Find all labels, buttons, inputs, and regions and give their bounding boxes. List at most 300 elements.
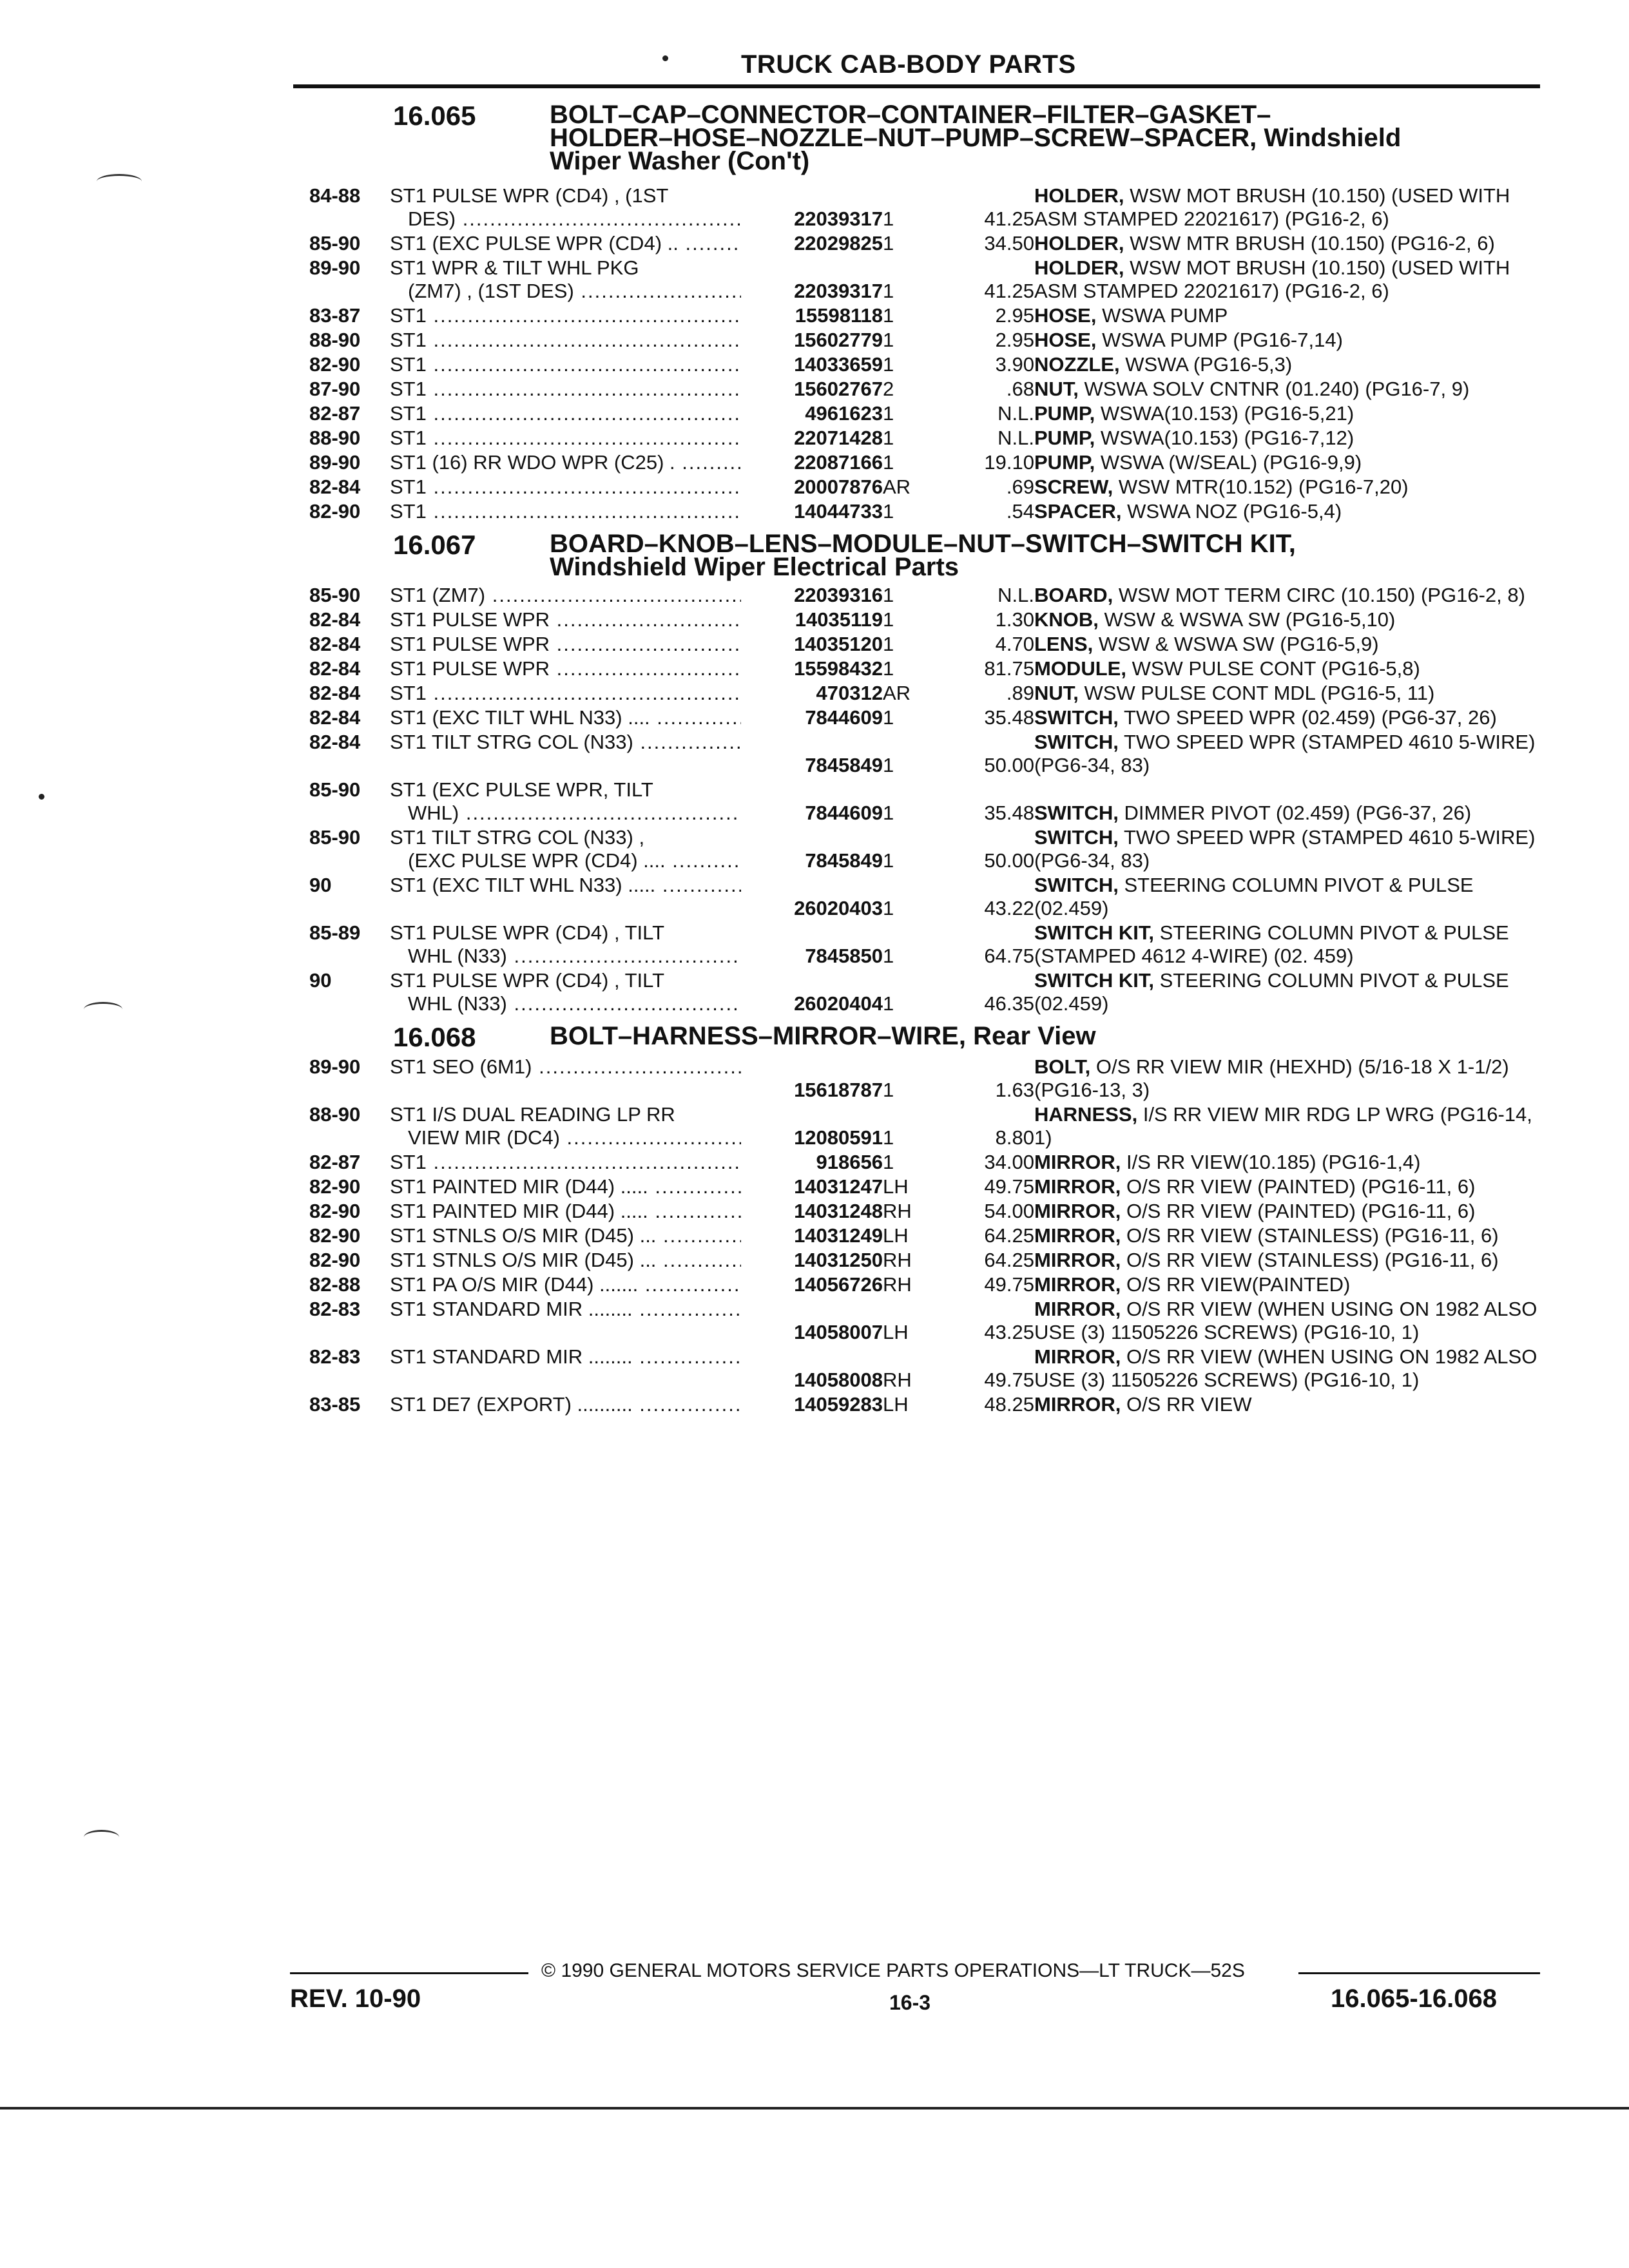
part-name-cell bbox=[1034, 1393, 1540, 1416]
part-detail: WSW & WSWA SW (PG16-5,10) bbox=[1104, 608, 1396, 631]
part-name: SWITCH, bbox=[1034, 826, 1119, 849]
list-price: 41.25 bbox=[984, 280, 1034, 302]
quantity: RH bbox=[883, 1200, 912, 1222]
usage-description bbox=[390, 968, 741, 1015]
quantity: 1 bbox=[883, 280, 894, 302]
usage-line: (ZM7) , (1ST DES) bbox=[408, 280, 574, 302]
part-number: 14031247 bbox=[794, 1175, 883, 1198]
quantity: 1 bbox=[883, 657, 894, 680]
quantity: 1 bbox=[883, 232, 894, 255]
quantity: 1 bbox=[883, 849, 894, 872]
part-detail: WSWA (W/SEAL) (PG16-9,9) bbox=[1100, 451, 1362, 474]
quantity: 1 bbox=[883, 802, 894, 824]
part-number: 15618787 bbox=[794, 1079, 883, 1101]
footer-copyright: © 1990 GENERAL MOTORS SERVICE PARTS OPERATIONS—LT TRUCK—52S bbox=[541, 1960, 1245, 1981]
part-number: 22039316 bbox=[794, 584, 883, 606]
part-row bbox=[309, 680, 1540, 705]
part-name: NUT, bbox=[1034, 378, 1079, 400]
part-row bbox=[309, 474, 1540, 499]
list-price: .89 bbox=[1006, 682, 1034, 704]
part-number: 15598432 bbox=[794, 657, 883, 680]
part-row bbox=[309, 825, 1540, 872]
part-number: 14044733 bbox=[794, 500, 883, 523]
section-title-line: Windshield Wiper Electrical Parts bbox=[550, 553, 959, 581]
part-number: 15598118 bbox=[795, 304, 883, 327]
list-price: 8.80 bbox=[995, 1126, 1034, 1149]
part-number: 26020404 bbox=[794, 992, 883, 1015]
part-name-cell bbox=[1034, 476, 1540, 499]
usage-description bbox=[390, 1149, 741, 1174]
section-title-line: HOLDER–HOSE–NOZZLE–NUT–PUMP–SCREW–SPACER, Windshield bbox=[550, 124, 1402, 152]
quantity: 1 bbox=[883, 1126, 894, 1149]
usage-description bbox=[390, 1223, 741, 1247]
part-name: MIRROR, bbox=[1034, 1298, 1121, 1320]
part-number: 14035120 bbox=[794, 633, 883, 655]
usage-description bbox=[390, 680, 741, 705]
part-name-cell bbox=[1034, 1273, 1540, 1296]
scan-mark bbox=[97, 174, 142, 189]
usage-description bbox=[390, 705, 741, 729]
part-number: 22087166 bbox=[794, 451, 883, 474]
section-heading-row bbox=[309, 523, 1540, 582]
part-name: MIRROR, bbox=[1034, 1151, 1121, 1173]
list-price: 4.70 bbox=[995, 633, 1034, 655]
part-number: 22039317 bbox=[794, 280, 883, 302]
part-row bbox=[309, 303, 1540, 327]
part-row bbox=[309, 450, 1540, 474]
list-price: 43.25 bbox=[984, 1321, 1034, 1343]
model-years: 82-84 bbox=[309, 682, 361, 704]
usage-line: ST1 bbox=[390, 378, 427, 400]
part-name-cell bbox=[1034, 304, 1540, 327]
list-price: 64.25 bbox=[984, 1224, 1034, 1247]
usage-description bbox=[390, 352, 741, 376]
list-price: 34.00 bbox=[984, 1151, 1034, 1173]
part-name: KNOB, bbox=[1034, 608, 1099, 631]
part-detail: WSW MOT TERM CIRC (10.150) (PG16-2, 8) bbox=[1118, 584, 1525, 606]
part-name: BOARD, bbox=[1034, 584, 1113, 606]
part-row bbox=[309, 729, 1540, 777]
part-row bbox=[309, 352, 1540, 376]
part-row bbox=[309, 1102, 1540, 1149]
part-name-cell bbox=[1034, 657, 1540, 680]
part-row bbox=[309, 1174, 1540, 1198]
list-price: N.L. bbox=[998, 402, 1034, 425]
quantity: 1 bbox=[883, 207, 894, 230]
quantity: 1 bbox=[883, 584, 894, 606]
part-row bbox=[309, 631, 1540, 656]
usage-line: ST1 (16) RR WDO WPR (C25) . bbox=[390, 451, 675, 474]
list-price: 3.90 bbox=[995, 353, 1034, 376]
part-name-cell bbox=[1034, 1224, 1540, 1247]
part-row bbox=[309, 872, 1540, 920]
list-price: 64.25 bbox=[984, 1249, 1034, 1271]
part-name: HARNESS, bbox=[1034, 1103, 1138, 1126]
part-number: 14058008 bbox=[794, 1369, 883, 1391]
section-title bbox=[550, 532, 1296, 579]
scan-bottom-rule bbox=[0, 2107, 1629, 2109]
header-rule bbox=[293, 84, 1540, 88]
list-price: 50.00 bbox=[984, 754, 1034, 776]
part-detail: WSWA PUMP (PG16-7,14) bbox=[1102, 329, 1343, 351]
section-number: 16.068 bbox=[393, 1022, 476, 1052]
part-name-cell bbox=[1034, 1345, 1540, 1392]
part-row bbox=[309, 968, 1540, 1015]
part-row bbox=[309, 1296, 1540, 1344]
quantity: 1 bbox=[883, 754, 894, 776]
model-years: 82-83 bbox=[309, 1298, 361, 1320]
part-detail: TWO SPEED WPR (02.459) (PG6-37, 26) bbox=[1123, 706, 1497, 729]
part-name-cell bbox=[1034, 826, 1540, 872]
list-price: 49.75 bbox=[984, 1369, 1034, 1391]
usage-line: ST1 STNLS O/S MIR (D45) ... bbox=[390, 1249, 657, 1271]
part-number: 14058007 bbox=[794, 1321, 883, 1343]
list-price: .69 bbox=[1006, 476, 1034, 498]
part-name: LENS, bbox=[1034, 633, 1094, 655]
usage-line: ST1 (EXC PULSE WPR, TILT bbox=[390, 778, 653, 801]
part-row bbox=[309, 1272, 1540, 1296]
part-name-cell bbox=[1034, 608, 1540, 631]
part-detail: WSWA(10.153) (PG16-7,12) bbox=[1100, 427, 1354, 449]
model-years: 89-90 bbox=[309, 451, 361, 474]
usage-description bbox=[390, 1054, 741, 1102]
list-price: 41.25 bbox=[984, 207, 1034, 230]
part-name-cell bbox=[1034, 353, 1540, 376]
usage-line: ST1 (EXC TILT WHL N33) .... bbox=[390, 706, 650, 729]
part-number: 7844609 bbox=[805, 706, 883, 729]
part-detail: WSWA NOZ (PG16-5,4) bbox=[1127, 500, 1342, 523]
model-years: 82-84 bbox=[309, 657, 361, 680]
part-name-cell bbox=[1034, 500, 1540, 523]
footer-rule-left bbox=[290, 1972, 528, 1974]
usage-description bbox=[390, 1174, 741, 1198]
list-price: N.L. bbox=[998, 427, 1034, 449]
footer-revision: REV. 10-90 bbox=[290, 1984, 421, 2013]
usage-line: ST1 bbox=[390, 1151, 427, 1173]
part-detail: WSW MOT BRUSH (10.150) (USED WITH ASM STAMPED 22021617) (PG16-2, 6) bbox=[1034, 256, 1510, 302]
usage-description bbox=[390, 777, 741, 825]
usage-description bbox=[390, 825, 741, 872]
part-name: SWITCH KIT, bbox=[1034, 969, 1154, 992]
usage-description bbox=[390, 1344, 741, 1392]
usage-line: ST1 PULSE WPR (CD4) , TILT bbox=[390, 969, 665, 992]
part-number: 7845850 bbox=[805, 945, 883, 967]
part-row bbox=[309, 1223, 1540, 1247]
section-heading bbox=[393, 103, 1401, 173]
parts-table bbox=[309, 183, 1540, 1416]
usage-line: WHL (N33) bbox=[408, 992, 507, 1015]
part-detail: TWO SPEED WPR (STAMPED 4610 5-WIRE) (PG6-34, 83) bbox=[1034, 731, 1536, 776]
usage-description bbox=[390, 1198, 741, 1223]
part-row bbox=[309, 425, 1540, 450]
part-name: SCREW, bbox=[1034, 476, 1113, 498]
usage-description bbox=[390, 1296, 741, 1344]
model-years: 82-90 bbox=[309, 1249, 361, 1271]
quantity: 1 bbox=[883, 633, 894, 655]
part-name-cell bbox=[1034, 969, 1540, 1015]
part-name-cell bbox=[1034, 402, 1540, 425]
section-number: 16.067 bbox=[393, 530, 476, 560]
scan-speck bbox=[39, 794, 44, 800]
quantity: 1 bbox=[883, 329, 894, 351]
part-row bbox=[309, 499, 1540, 523]
usage-description bbox=[390, 729, 741, 777]
footer-section-range: 16.065-16.068 bbox=[1331, 1984, 1498, 2013]
model-years: 89-90 bbox=[309, 256, 361, 279]
quantity: LH bbox=[883, 1321, 909, 1343]
part-row bbox=[309, 1149, 1540, 1174]
part-number: 918656 bbox=[816, 1151, 883, 1173]
part-detail: WSWA (PG16-5,3) bbox=[1125, 353, 1293, 376]
part-name-cell bbox=[1034, 451, 1540, 474]
part-row bbox=[309, 183, 1540, 231]
usage-line: ST1 bbox=[390, 476, 427, 498]
part-number: 15602767 bbox=[794, 378, 883, 400]
list-price: 46.35 bbox=[984, 992, 1034, 1015]
part-row bbox=[309, 1392, 1540, 1416]
model-years: 85-90 bbox=[309, 232, 361, 255]
part-name: SWITCH, bbox=[1034, 731, 1119, 753]
part-number: 7845849 bbox=[805, 754, 883, 776]
part-number: 14056726 bbox=[794, 1273, 883, 1296]
usage-line: ST1 PULSE WPR bbox=[390, 657, 550, 680]
section-heading bbox=[309, 1015, 1540, 1054]
part-number: 4961623 bbox=[805, 402, 883, 425]
part-name: PUMP, bbox=[1034, 451, 1095, 474]
part-detail: O/S RR VIEW bbox=[1126, 1393, 1252, 1416]
usage-description bbox=[390, 231, 741, 255]
part-name-cell bbox=[1034, 1055, 1540, 1102]
quantity: 1 bbox=[883, 304, 894, 327]
quantity: LH bbox=[883, 1224, 909, 1247]
part-name: MIRROR, bbox=[1034, 1200, 1121, 1222]
usage-line: (EXC PULSE WPR (CD4) .... bbox=[408, 849, 666, 872]
usage-line: ST1 bbox=[390, 304, 427, 327]
part-row bbox=[309, 656, 1540, 680]
quantity: 1 bbox=[883, 706, 894, 729]
usage-line: ST1 PA O/S MIR (D44) ....... bbox=[390, 1273, 639, 1296]
usage-description bbox=[390, 872, 741, 920]
usage-description bbox=[390, 631, 741, 656]
list-price: 49.75 bbox=[984, 1175, 1034, 1198]
part-detail: I/S RR VIEW(10.185) (PG16-1,4) bbox=[1126, 1151, 1421, 1173]
model-years: 82-87 bbox=[309, 402, 361, 425]
usage-description bbox=[390, 656, 741, 680]
part-number: 22071428 bbox=[794, 427, 883, 449]
part-number: 14035119 bbox=[795, 608, 883, 631]
list-price: 49.75 bbox=[984, 1273, 1034, 1296]
part-name: PUMP, bbox=[1034, 402, 1095, 425]
part-detail: STEERING COLUMN PIVOT & PULSE (02.459) bbox=[1034, 874, 1474, 919]
part-number: 26020403 bbox=[794, 897, 883, 919]
section-title-line: BOARD–KNOB–LENS–MODULE–NUT–SWITCH–SWITCH KIT, bbox=[550, 530, 1296, 558]
part-name: MIRROR, bbox=[1034, 1249, 1121, 1271]
part-number: 7844609 bbox=[805, 802, 883, 824]
part-row bbox=[309, 376, 1540, 401]
model-years: 82-90 bbox=[309, 500, 361, 523]
part-number: 15602779 bbox=[794, 329, 883, 351]
usage-line: ST1 SEO (6M1) bbox=[390, 1055, 532, 1078]
part-name: HOSE, bbox=[1034, 304, 1097, 327]
part-row bbox=[309, 607, 1540, 631]
part-number: 14031248 bbox=[794, 1200, 883, 1222]
quantity: 1 bbox=[883, 427, 894, 449]
usage-line: ST1 STANDARD MIR ........ bbox=[390, 1345, 633, 1368]
part-detail: WSW MOT BRUSH (10.150) (USED WITH ASM STAMPED 22021617) (PG16-2, 6) bbox=[1034, 184, 1510, 230]
usage-line: ST1 DE7 (EXPORT) .......... bbox=[390, 1393, 633, 1416]
model-years: 82-90 bbox=[309, 353, 361, 376]
part-row bbox=[309, 920, 1540, 968]
model-years: 83-85 bbox=[309, 1393, 361, 1416]
model-years: 89-90 bbox=[309, 1055, 361, 1078]
part-name: MIRROR, bbox=[1034, 1393, 1121, 1416]
usage-description bbox=[390, 499, 741, 523]
part-row bbox=[309, 401, 1540, 425]
usage-line: ST1 bbox=[390, 329, 427, 351]
list-price: .68 bbox=[1006, 378, 1034, 400]
scan-speck bbox=[662, 55, 668, 61]
part-name-cell bbox=[1034, 921, 1540, 968]
model-years: 82-90 bbox=[309, 1175, 361, 1198]
usage-description bbox=[390, 401, 741, 425]
part-name-cell bbox=[1034, 256, 1540, 303]
quantity: LH bbox=[883, 1175, 909, 1198]
list-price: 35.48 bbox=[984, 706, 1034, 729]
list-price: 35.48 bbox=[984, 802, 1034, 824]
part-number: 14059283 bbox=[794, 1393, 883, 1416]
footer-page-number: 16-3 bbox=[889, 1991, 931, 2014]
part-detail: TWO SPEED WPR (STAMPED 4610 5-WIRE) (PG6-34, 83) bbox=[1034, 826, 1536, 872]
usage-description bbox=[390, 255, 741, 303]
part-number: 14031249 bbox=[794, 1224, 883, 1247]
part-name-cell bbox=[1034, 427, 1540, 450]
usage-line: ST1 PULSE WPR bbox=[390, 608, 550, 631]
usage-description bbox=[390, 1102, 741, 1149]
quantity: RH bbox=[883, 1273, 912, 1296]
usage-description bbox=[390, 183, 741, 231]
part-row bbox=[309, 1247, 1540, 1272]
part-number: 14033659 bbox=[794, 353, 883, 376]
quantity: 1 bbox=[883, 451, 894, 474]
list-price: 1.63 bbox=[995, 1079, 1034, 1101]
usage-line: WHL (N33) bbox=[408, 945, 507, 967]
part-number: 7845849 bbox=[805, 849, 883, 872]
part-name-cell bbox=[1034, 706, 1540, 729]
part-number: 22029825 bbox=[794, 232, 883, 255]
usage-line: ST1 bbox=[390, 353, 427, 376]
model-years: 85-90 bbox=[309, 778, 361, 801]
part-row bbox=[309, 231, 1540, 255]
section-title-line: BOLT–HARNESS–MIRROR–WIRE, Rear View bbox=[550, 1022, 1096, 1050]
section-title-line: BOLT–CAP–CONNECTOR–CONTAINER–FILTER–GASKET– bbox=[550, 101, 1271, 129]
part-name: BOLT, bbox=[1034, 1055, 1091, 1078]
model-years: 85-89 bbox=[309, 921, 361, 944]
list-price: 43.22 bbox=[984, 897, 1034, 919]
usage-line: ST1 TILT STRG COL (N33) , bbox=[390, 826, 645, 849]
list-price: 2.95 bbox=[995, 304, 1034, 327]
part-name: MIRROR, bbox=[1034, 1224, 1121, 1247]
model-years: 82-90 bbox=[309, 1200, 361, 1222]
usage-line: ST1 bbox=[390, 427, 427, 449]
usage-line: VIEW MIR (DC4) bbox=[408, 1126, 560, 1149]
list-price: N.L. bbox=[998, 584, 1034, 606]
model-years: 82-84 bbox=[309, 706, 361, 729]
model-years: 88-90 bbox=[309, 329, 361, 351]
part-detail: O/S RR VIEW (WHEN USING ON 1982 ALSO USE (3) 11505226 SCREWS) (PG16-10, 1) bbox=[1034, 1345, 1537, 1391]
usage-line: ST1 bbox=[390, 402, 427, 425]
quantity: LH bbox=[883, 1393, 909, 1416]
part-name-cell bbox=[1034, 1200, 1540, 1223]
list-price: 2.95 bbox=[995, 329, 1034, 351]
model-years: 85-90 bbox=[309, 584, 361, 606]
part-name-cell bbox=[1034, 1151, 1540, 1174]
part-name: SPACER, bbox=[1034, 500, 1122, 523]
list-price: 50.00 bbox=[984, 849, 1034, 872]
part-name-cell bbox=[1034, 874, 1540, 920]
part-detail: O/S RR VIEW (STAINLESS) (PG16-11, 6) bbox=[1126, 1224, 1499, 1247]
quantity: 1 bbox=[883, 402, 894, 425]
quantity: 1 bbox=[883, 353, 894, 376]
section-title-line: Wiper Washer (Con't) bbox=[550, 147, 810, 175]
usage-description bbox=[390, 582, 741, 607]
usage-line: ST1 STNLS O/S MIR (D45) ... bbox=[390, 1224, 657, 1247]
usage-line: ST1 STANDARD MIR ........ bbox=[390, 1298, 633, 1320]
quantity: 1 bbox=[883, 1079, 894, 1101]
model-years: 82-84 bbox=[309, 476, 361, 498]
part-name: HOLDER, bbox=[1034, 184, 1124, 207]
part-row bbox=[309, 1054, 1540, 1102]
usage-description bbox=[390, 1272, 741, 1296]
part-row bbox=[309, 255, 1540, 303]
quantity: AR bbox=[883, 682, 911, 704]
list-price: .54 bbox=[1006, 500, 1034, 523]
usage-line: ST1 PULSE WPR (CD4) , (1ST bbox=[390, 184, 669, 207]
part-number: 12080591 bbox=[794, 1126, 883, 1149]
model-years: 88-90 bbox=[309, 1103, 361, 1126]
usage-line: ST1 bbox=[390, 500, 427, 523]
part-name: SWITCH, bbox=[1034, 706, 1119, 729]
part-name-cell bbox=[1034, 802, 1540, 825]
usage-line: ST1 PAINTED MIR (D44) ..... bbox=[390, 1200, 648, 1222]
usage-description bbox=[390, 920, 741, 968]
part-name-cell bbox=[1034, 1249, 1540, 1272]
part-name-cell bbox=[1034, 633, 1540, 656]
quantity: 2 bbox=[883, 378, 894, 400]
part-row bbox=[309, 777, 1540, 825]
section-title bbox=[550, 1024, 1096, 1048]
part-number: 22039317 bbox=[794, 207, 883, 230]
quantity: 1 bbox=[883, 608, 894, 631]
part-detail: O/S RR VIEW(PAINTED) bbox=[1126, 1273, 1351, 1296]
usage-description bbox=[390, 327, 741, 352]
quantity: 1 bbox=[883, 945, 894, 967]
footer-rule-right bbox=[1298, 1972, 1540, 1974]
part-row bbox=[309, 1344, 1540, 1392]
part-name-cell bbox=[1034, 584, 1540, 607]
section-number: 16.065 bbox=[393, 101, 476, 131]
part-detail: WSWA PUMP bbox=[1102, 304, 1228, 327]
part-detail: O/S RR VIEW (STAINLESS) (PG16-11, 6) bbox=[1126, 1249, 1499, 1271]
part-number: 470312 bbox=[816, 682, 883, 704]
quantity: 1 bbox=[883, 897, 894, 919]
part-row bbox=[309, 705, 1540, 729]
usage-description bbox=[390, 450, 741, 474]
part-detail: I/S RR VIEW MIR RDG LP WRG (PG16-14, 1) bbox=[1034, 1103, 1532, 1149]
usage-line: ST1 PULSE WPR bbox=[390, 633, 550, 655]
quantity: AR bbox=[883, 476, 911, 498]
usage-description bbox=[390, 607, 741, 631]
part-name: MODULE, bbox=[1034, 657, 1126, 680]
